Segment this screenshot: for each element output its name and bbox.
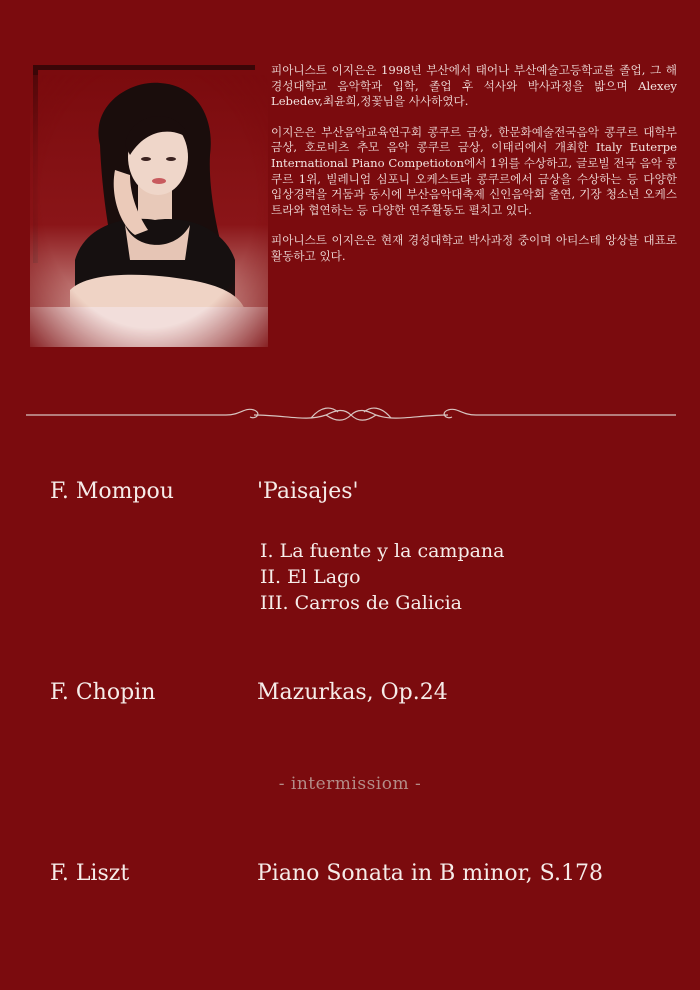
work-sonata: Piano Sonata in B minor, S.178: [257, 861, 603, 886]
bio-paragraph-2: 이지은은 부산음악교육연구회 콩쿠르 금상, 한문화예술전국음악 콩쿠르 대학부 금상, 호로비츠 추모 음악 콩쿠르 금상, 이태리에서 개최한 Italy Euterpe International Piano Competioton에서 1위를 수상하고, 글로빌 전국 음악 콩쿠르 1위, 빌레니엄 심포니 오케스트라 콩쿠르에서 금상을 수상하는 등 다양한 입상경력을 거둠과 동시에 부산음악대축제 신인음악회 출연, 기장 청소년 오케스트라와 협연하는 등 다양한 연주활동도 펼치고 있다.: [271, 124, 677, 217]
composer-mompou: F. Mompou: [50, 479, 174, 504]
intermission-label: - intermissiom -: [278, 774, 422, 794]
pianist-portrait: [30, 75, 268, 347]
work-mazurkas: Mazurkas, Op.24: [257, 680, 448, 705]
composer-chopin: F. Chopin: [50, 680, 156, 705]
movement-1: I. La fuente y la campana: [260, 540, 505, 562]
ornamental-divider: [26, 402, 676, 428]
photo-frame-top: [33, 65, 255, 70]
movement-3: III. Carros de Galicia: [260, 592, 463, 614]
bio-paragraph-1: 피아니스트 이지은은 1998년 부산에서 태어나 부산예술고등학교를 졸업, 그 해 경성대학교 음악학과 입학, 졸업 후 석사와 박사과정을 밟으며 Alexey Lebedev,최윤희,정꽃님을 사사하였다.: [271, 63, 677, 109]
composer-liszt: F. Liszt: [50, 861, 130, 886]
bio-paragraph-3: 피아니스트 이지은은 현재 경성대학교 박사과정 중이며 아티스테 앙상블 대표로 활동하고 있다.: [271, 233, 677, 263]
work-paisajes: 'Paisajes': [257, 479, 359, 504]
movement-2: II. El Lago: [260, 566, 361, 588]
pianist-biography: [271, 63, 677, 280]
